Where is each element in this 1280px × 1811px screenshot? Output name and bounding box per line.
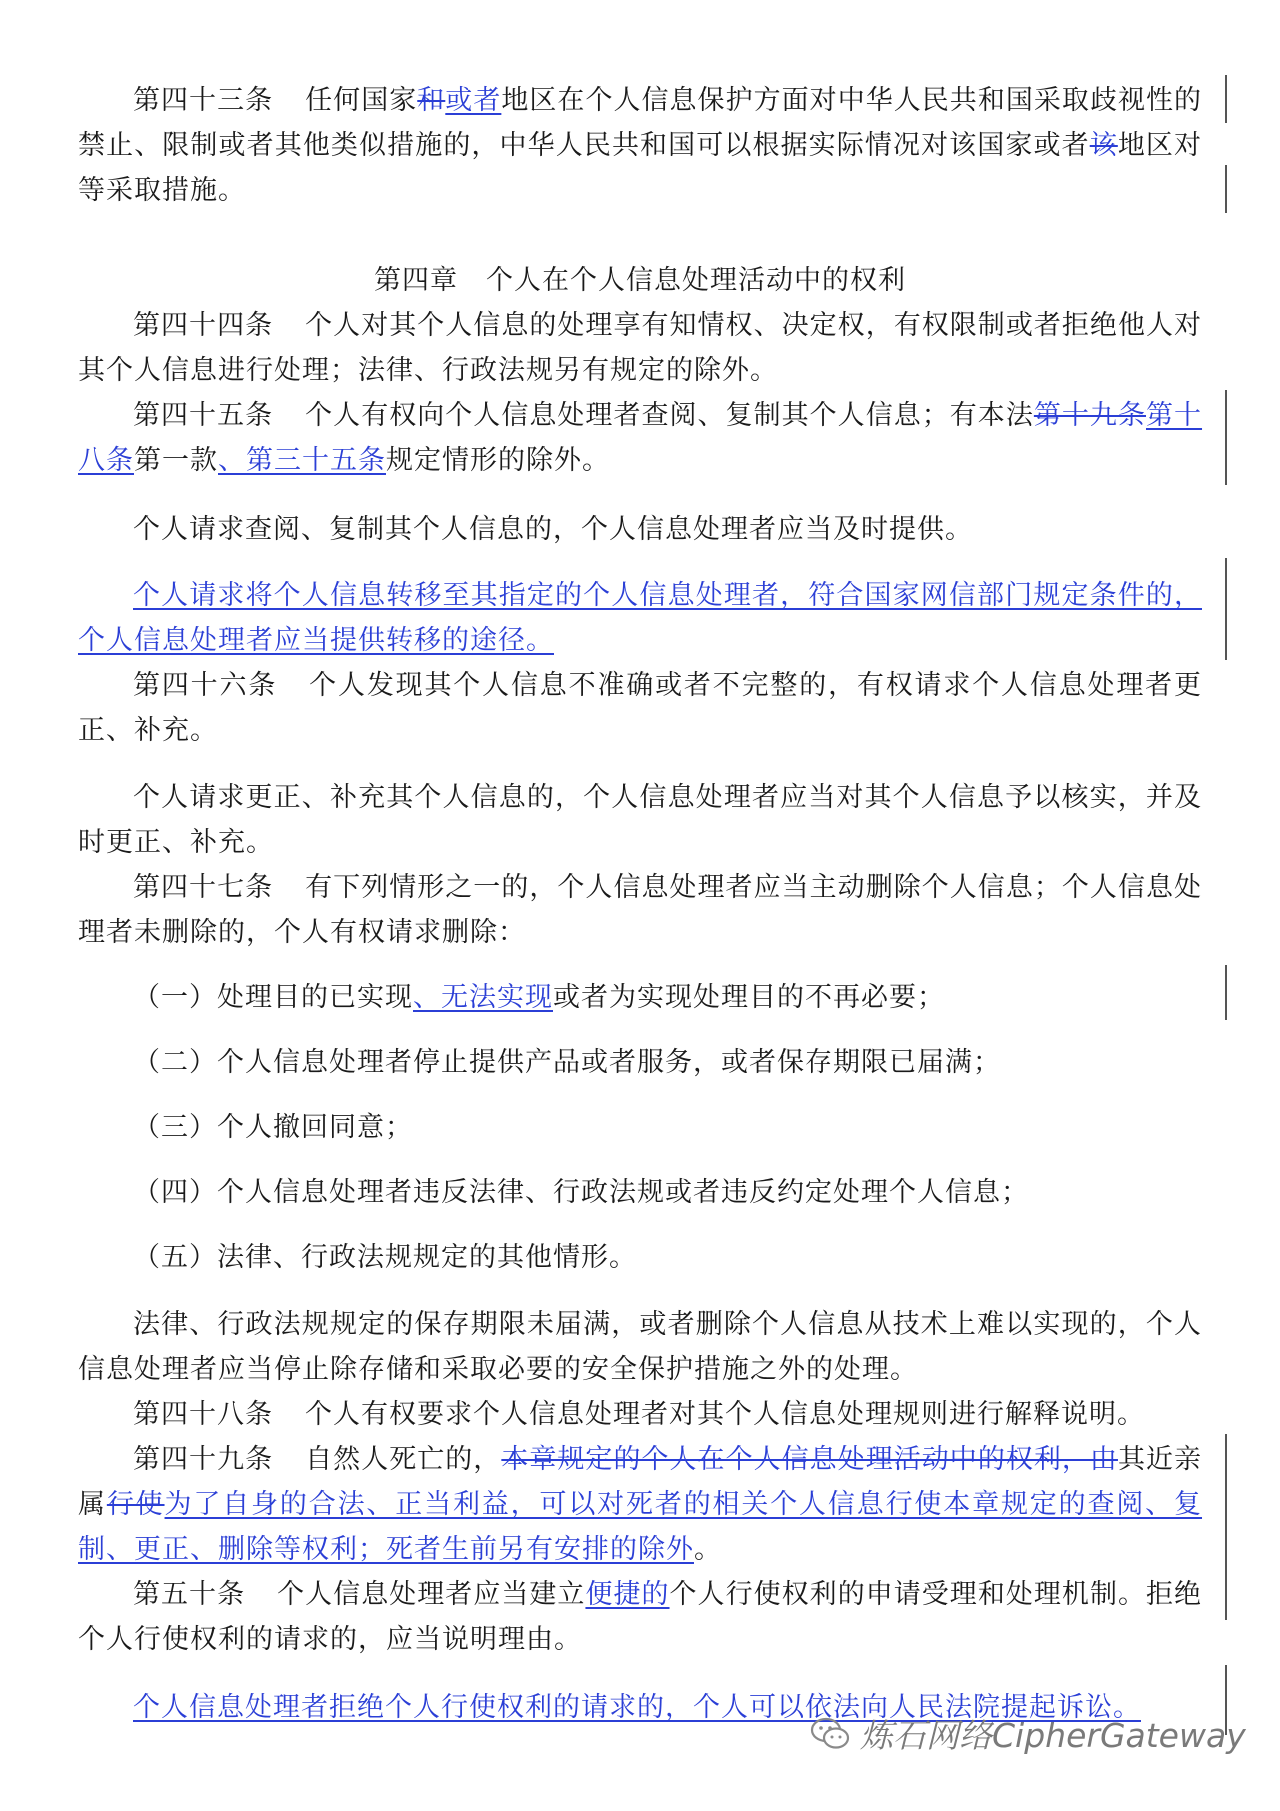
change-bar [1225,165,1227,213]
inserted-text: 或者 [445,85,502,116]
article-49: 第四十九条 自然人死亡的，本章规定的个人在个人信息处理活动中的权利，由其近亲属行使为了自身的合法、正当利益，可以对死者的相关个人信息行使本章规定的查阅、复制、更正、删除等权利；死者生前另有安排的除外。 [78,1444,1203,1565]
list-item-4: （四）个人信息处理者违反法律、行政法规或者违反约定处理个人信息； [133,1177,1029,1208]
article-46: 第四十六条 个人发现其个人信息不准确或者不完整的，有权请求个人信息处理者更正、补充。 [78,670,1203,746]
article-43: 第四十三条 任何国家和或者地区在个人信息保护方面对中华人民共和国采取歧视性的禁止、限制或者其他类似措施的，中华人民共和国可以根据实际情况对该国家或者该地区对等采取措施。 [78,85,1203,206]
article-45-paragraph-2: 个人请求查阅、复制其个人信息的，个人信息处理者应当及时提供。 [133,514,973,545]
list-item-3: （三）个人撤回同意； [133,1112,413,1143]
wechat-icon [810,1716,850,1752]
article-number: 第四十八条 [133,1399,273,1430]
article-47-paragraph-2: 法律、行政法规规定的保存期限未届满，或者删除个人信息从技术上难以实现的，个人信息处理者应当停止除存储和采取必要的安全保护措施之外的处理。 [78,1309,1202,1385]
inserted-text: 、第三十五条 [218,445,386,476]
deleted-text: 和 [417,85,446,116]
article-number: 第四十九条 [133,1444,274,1475]
inserted-text: 、无法实现 [413,982,553,1013]
article-45: 第四十五条 个人有权向个人信息处理者查阅、复制其个人信息；有本法第十九条第十八条第一款、第三十五条规定情形的除外。 [78,400,1203,476]
article-50: 第五十条 个人信息处理者应当建立便捷的个人行使权利的申请受理和处理机制。拒绝个人行使权利的请求的，应当说明理由。 [78,1579,1203,1655]
list-item-2: （二）个人信息处理者停止提供产品或者服务，或者保存期限已届满； [133,1047,1001,1078]
article-number: 第五十条 [133,1579,246,1610]
change-bar [1225,965,1227,1020]
change-bar [1225,75,1227,123]
inserted-text: 个人请求将个人信息转移至其指定的个人信息处理者，符合国家网信部门规定条件的，个人信息处理者应当提供转移的途径。 [78,580,1202,656]
inserted-text: 便捷的 [585,1579,670,1610]
change-bar [1225,390,1227,485]
list-item-1: （一）处理目的已实现、无法实现或者为实现处理目的不再必要； [133,982,945,1013]
article-45-paragraph-3 [78,573,1202,663]
deleted-text: 行使 [106,1489,165,1520]
change-bar [1225,1434,1227,1574]
inserted-text: 为了自身的合法、正当利益，可以对死者的相关个人信息行使本章规定的查阅、复制、更正、删除等权利；死者生前另有安排的除外 [78,1489,1203,1565]
inserted-text: 第十八条 [78,400,1203,476]
article-48: 第四十八条 个人有权要求个人信息处理者对其个人信息处理规则进行解释说明。 [133,1399,1145,1430]
article-number: 第四十四条 [133,310,274,341]
article-number: 第四十五条 [133,400,274,431]
chapter-heading: 第四章 个人在个人信息处理活动中的权利 [374,265,906,296]
change-bar [1225,1572,1227,1620]
inserted-text: 个人信息处理者拒绝个人行使权利的请求的，个人可以依法向人民法院提起诉讼。 [133,1692,1141,1723]
article-47: 第四十七条 有下列情形之一的，个人信息处理者应当主动删除个人信息；个人信息处理者未删除的，个人有权请求删除： [78,872,1203,948]
watermark-text: 炼石网络CipherGateway [860,1716,1246,1755]
watermark [810,1710,1246,1757]
deleted-text: 该 [1089,130,1118,161]
article-44: 第四十四条 个人对其个人信息的处理享有知情权、决定权，有权限制或者拒绝他人对其个人信息进行处理；法律、行政法规另有规定的除外。 [78,310,1203,386]
deleted-text: 第十九条 [1033,400,1146,431]
change-bar [1225,558,1227,660]
article-number: 第四十六条 [133,670,278,701]
article-number: 第四十三条 [133,85,274,116]
article-number: 第四十七条 [133,872,274,903]
list-item-5: （五）法律、行政法规规定的其他情形。 [133,1242,637,1273]
article-46-paragraph-2: 个人请求更正、补充其个人信息的，个人信息处理者应当对其个人信息予以核实，并及时更正、补充。 [78,782,1202,858]
deleted-text: 本章规定的个人在个人信息处理活动中的权利，由 [501,1444,1118,1475]
